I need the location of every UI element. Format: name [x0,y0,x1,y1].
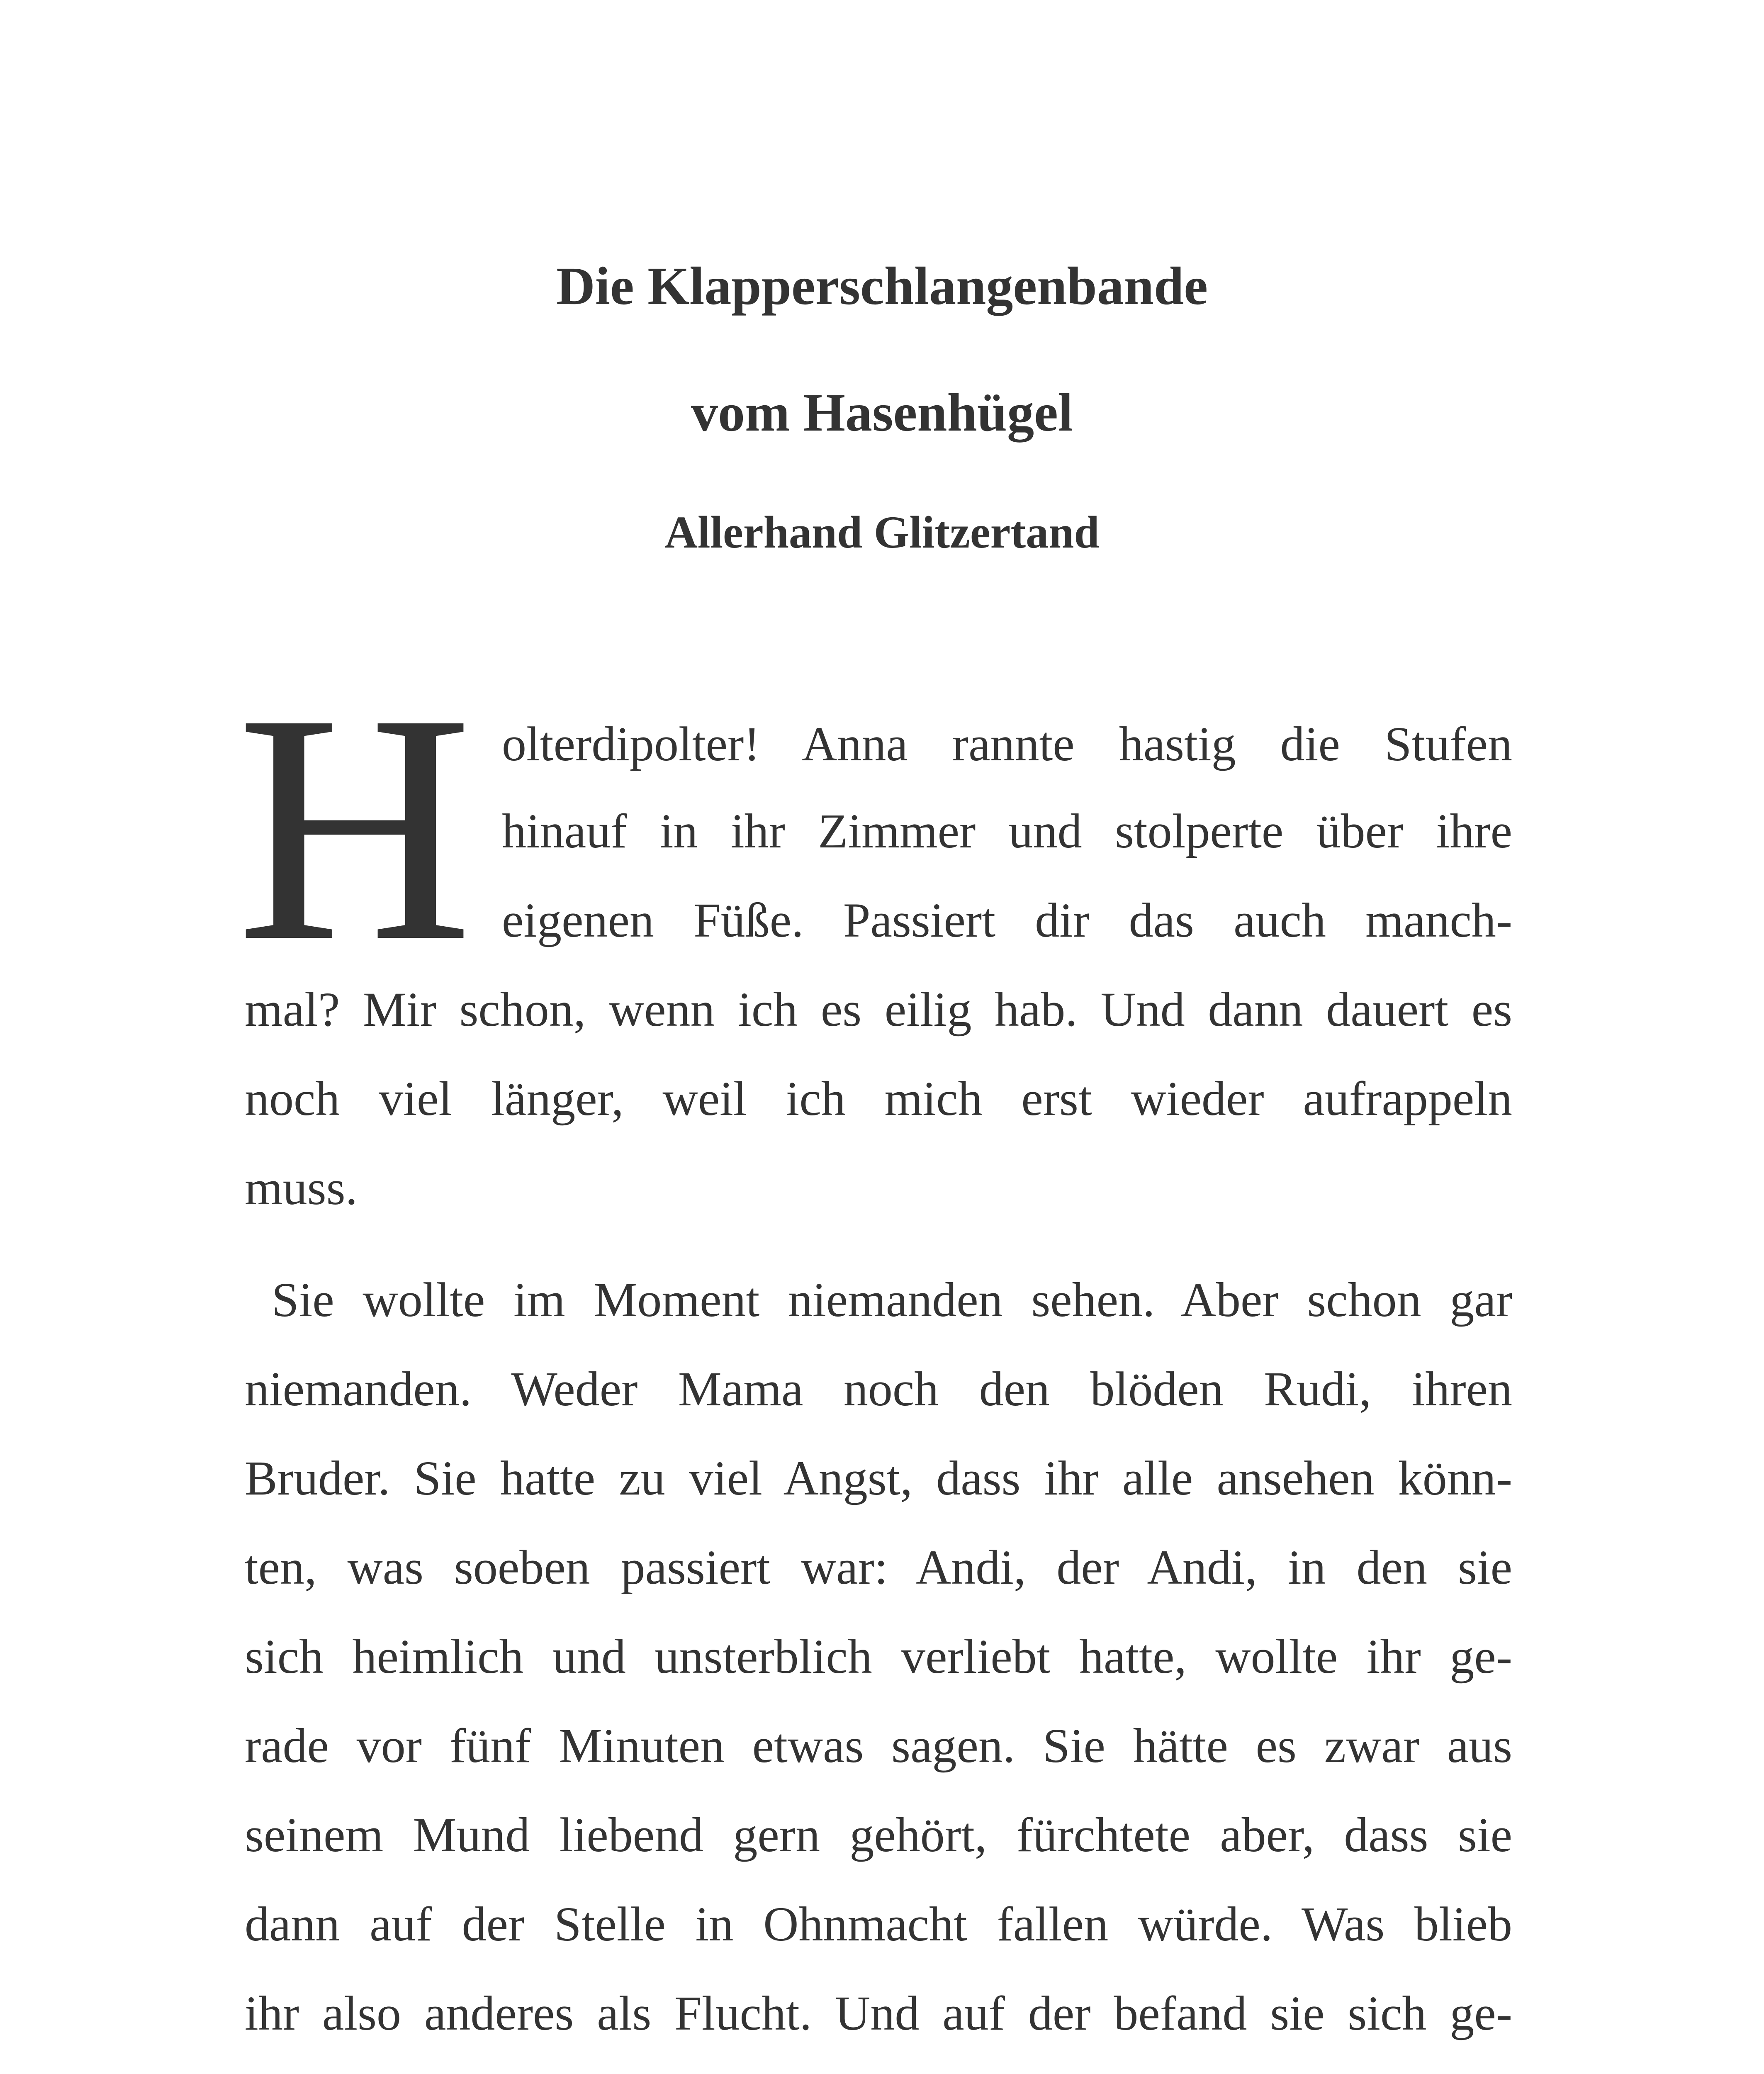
text-line: Sie wollte im Moment niemanden sehen. Aber schon gar [272,1273,1512,1327]
text-line: eigenen Füße. Passiert dir das auch manch- [502,893,1512,947]
text-line: dann auf der Stelle in Ohnmacht fallen würde. Was blieb [245,1897,1512,1951]
book-title-line-1: Die Klapperschlangenbande [556,256,1208,316]
text-line: sich heimlich und unsterblich verliebt hatte, wollte ihr ge- [245,1629,1512,1684]
text-line: niemanden. Weder Mama noch den blöden Rudi, ihren [245,1362,1512,1416]
text-line: ihr also anderes als Flucht. Und auf der befand sie sich ge- [245,1986,1512,2040]
text-line: hinauf in ihr Zimmer und stolperte über ihre [502,804,1512,858]
book-title-line-2: vom Hasenhügel [691,383,1073,443]
text-line: rade vor fünf Minuten etwas sagen. Sie hätte es zwar aus [245,1719,1512,1773]
text-line: ten, was soeben passiert war: Andi, der Andi, in den sie [245,1540,1512,1594]
text-line: Bruder. Sie hatte zu viel Angst, dass ihr alle ansehen könn- [245,1451,1512,1505]
text-line: olterdipolter! Anna rannte hastig die Stufen [502,717,1512,771]
text-line: seinem Mund liebend gern gehört, fürchtete aber, dass sie [245,1808,1512,1862]
text-line: mal? Mir schon, wenn ich es eilig hab. Und dann dauert es [245,982,1512,1037]
text-line: noch viel länger, weil ich mich erst wieder aufrappeln [245,1071,1512,1126]
text-line: muss. [245,1161,358,1215]
chapter-title: Allerhand Glitzertand [664,507,1100,557]
drop-cap: H [236,646,473,1009]
